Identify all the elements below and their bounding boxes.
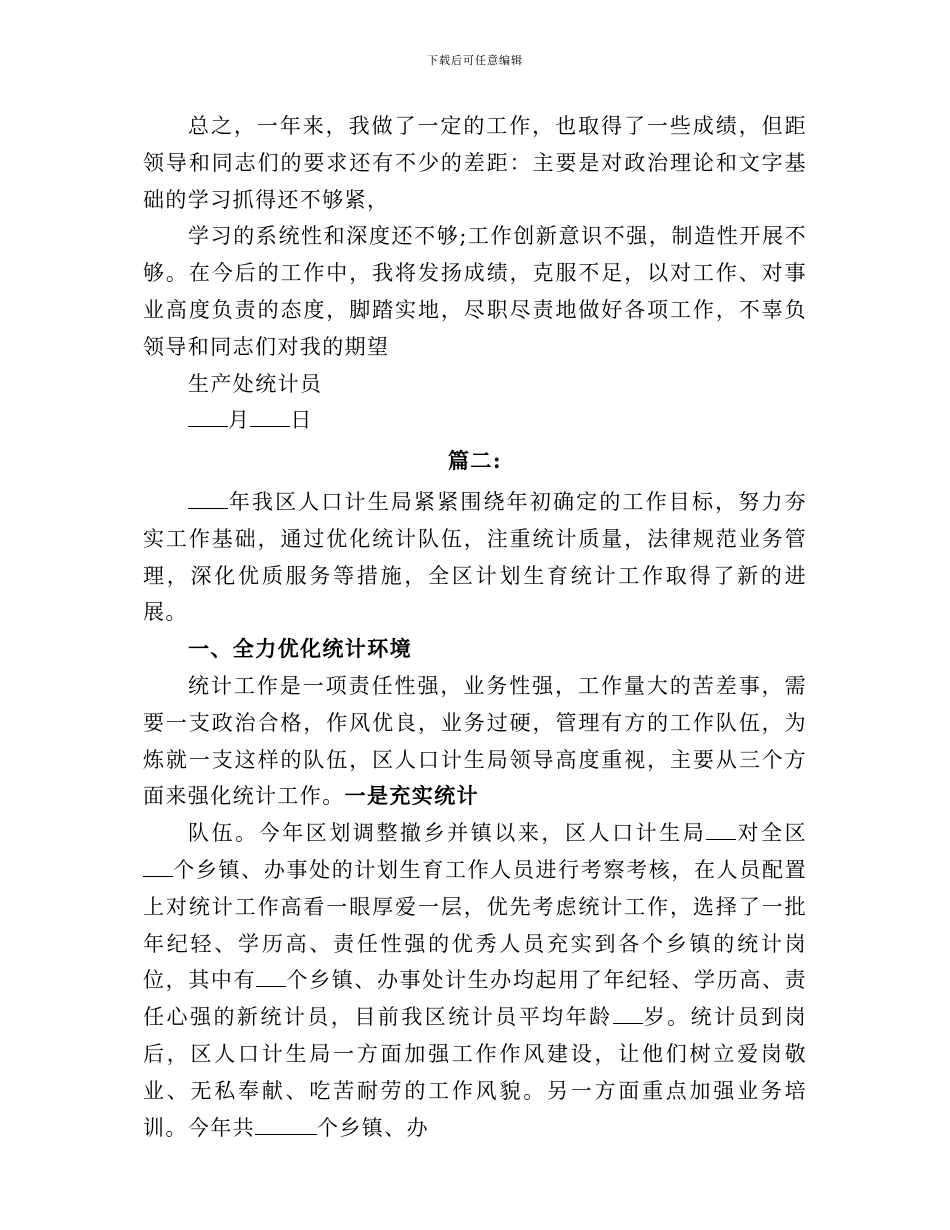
team-text-a: 队伍。今年区划调整撤乡并镇以来，区人口计生局 [188, 821, 707, 846]
signature-line: 生产处统计员 [188, 371, 323, 396]
blank-field [255, 1114, 317, 1135]
team-text-b: 对全区 [736, 821, 807, 846]
team-text-c: 个乡镇、办事处的计划生育工作人员进行考察考核，在人员配置上对统计工作高看一眼厚爱一层，优先考虑统计工作，选择了一批年纪轻、学历高、责任性强的优秀人员充实到各个乡镇的统计岗位，其中有 [143, 857, 807, 993]
date-line [143, 402, 807, 439]
date-month-label: 月 [228, 408, 251, 433]
paragraph-summary: 总之，一年来，我做了一定的工作，也取得了一些成绩，但距领导和同志们的要求还有不少的差距：主要是对政治理论和文字基础的学习抓得还不够紧， [143, 114, 807, 212]
blank-field [256, 966, 286, 987]
team-text-e: 岁。统计员到岗后，区人口计生局一方面加强工作作风建设，让他们树立爱岗敬业、无私奉献、吃苦耐劳的工作风貌。另一方面重点加强业务培训。今年共 [143, 1005, 807, 1140]
blank-field [188, 406, 228, 427]
paragraph-shortcomings: 学习的系统性和深度还不够;工作创新意识不强，制造性开展不够。在今后的工作中，我将发扬成绩，克服不足，以对工作、对事业高度负责的态度，脚踏实地，尽职尽责地做好各项工作，不辜负领导和同志们对我的期望 [143, 224, 807, 359]
blank-field [706, 819, 736, 840]
document-body [143, 108, 807, 1146]
team-text-d: 个乡镇、办事处计生办均起用了年纪轻、学历高、责任心强的新统计员，目前我区统计员平均年龄 [143, 968, 807, 1030]
date-day-label: 日 [290, 408, 313, 433]
statistics-work-text: 统计工作是一项责任性强，业务性强，工作量大的苦差事，需要一支政治合格，作风优良，业务过硬，管理有方的工作队伍，为炼就一支这样的队伍，区人口计生局领导高度重视，主要从三个方面来强化统计工作。 [143, 673, 807, 809]
blank-field [188, 488, 228, 509]
section-heading: 一、全力优化统计环境 [188, 636, 412, 662]
blank-field [143, 856, 173, 877]
paragraph-intro [143, 484, 807, 631]
paragraph-statistics-work [143, 668, 807, 815]
statistics-work-bold: 一是充实统计 [344, 783, 480, 809]
page-header: 下载后可任意编辑 [427, 54, 523, 67]
intro-text: 年我区人口计生局紧紧围绕年初确定的工作目标，努力夯实工作基础，通过优化统计队伍，注重统计质量，法律规范业务管理，深化优质服务等措施，全区计划生育统计工作取得了新的进展。 [143, 489, 807, 625]
paragraph-team [143, 815, 807, 1146]
blank-field [613, 1003, 643, 1024]
blank-field [250, 406, 290, 427]
team-text-f: 个乡镇、办 [317, 1115, 429, 1140]
section-title: 篇二: [448, 448, 502, 474]
